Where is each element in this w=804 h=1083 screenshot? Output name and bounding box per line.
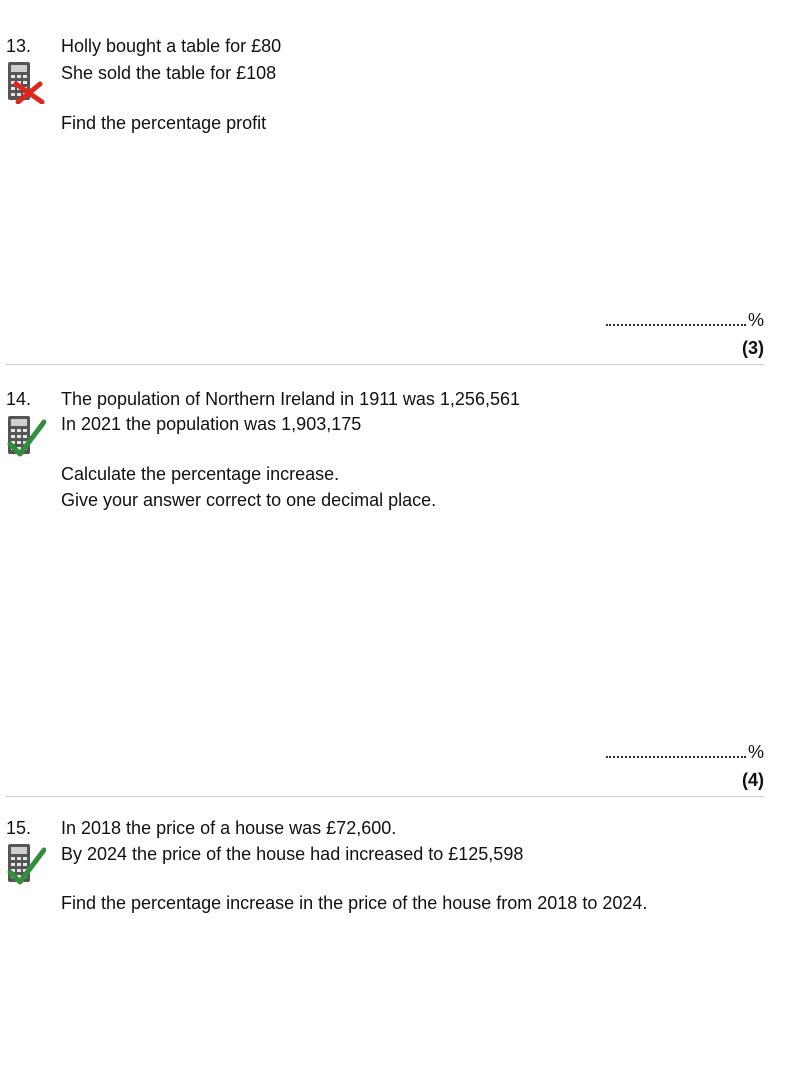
divider: [6, 796, 764, 797]
question-number: 14.: [6, 389, 32, 409]
calculator-not-allowed-icon: [4, 60, 46, 104]
question-line: Find the percentage increase in the price of the house from 2018 to 2024.: [61, 893, 648, 913]
calculator-allowed-icon: [4, 414, 46, 458]
question-number: 15.: [6, 818, 32, 838]
question-line: The population of Northern Ireland in 1911 was 1,256,561: [61, 389, 520, 409]
calculator-allowed-icon: [4, 842, 46, 886]
question-line: In 2021 the population was 1,903,175: [61, 414, 362, 434]
question-line: She sold the table for £108: [61, 63, 277, 83]
question-line: Calculate the percentage increase.: [61, 464, 340, 484]
question-line: Holly bought a table for £80: [61, 36, 282, 56]
marks: (3): [742, 338, 764, 358]
answer-dots: [606, 310, 746, 326]
question-line: Give your answer correct to one decimal place.: [61, 490, 437, 510]
question-number: 13.: [6, 36, 32, 56]
answer-unit: %: [747, 310, 764, 330]
question-line: Find the percentage profit: [61, 113, 267, 133]
answer-line[interactable]: [606, 742, 764, 763]
marks: (4): [742, 770, 764, 790]
answer-dots: [606, 742, 746, 758]
question-line: In 2018 the price of a house was £72,600.: [61, 818, 397, 838]
answer-unit: %: [747, 742, 764, 762]
answer-line[interactable]: [606, 310, 764, 331]
divider: [6, 364, 764, 365]
question-line: By 2024 the price of the house had increased to £125,598: [61, 844, 524, 864]
